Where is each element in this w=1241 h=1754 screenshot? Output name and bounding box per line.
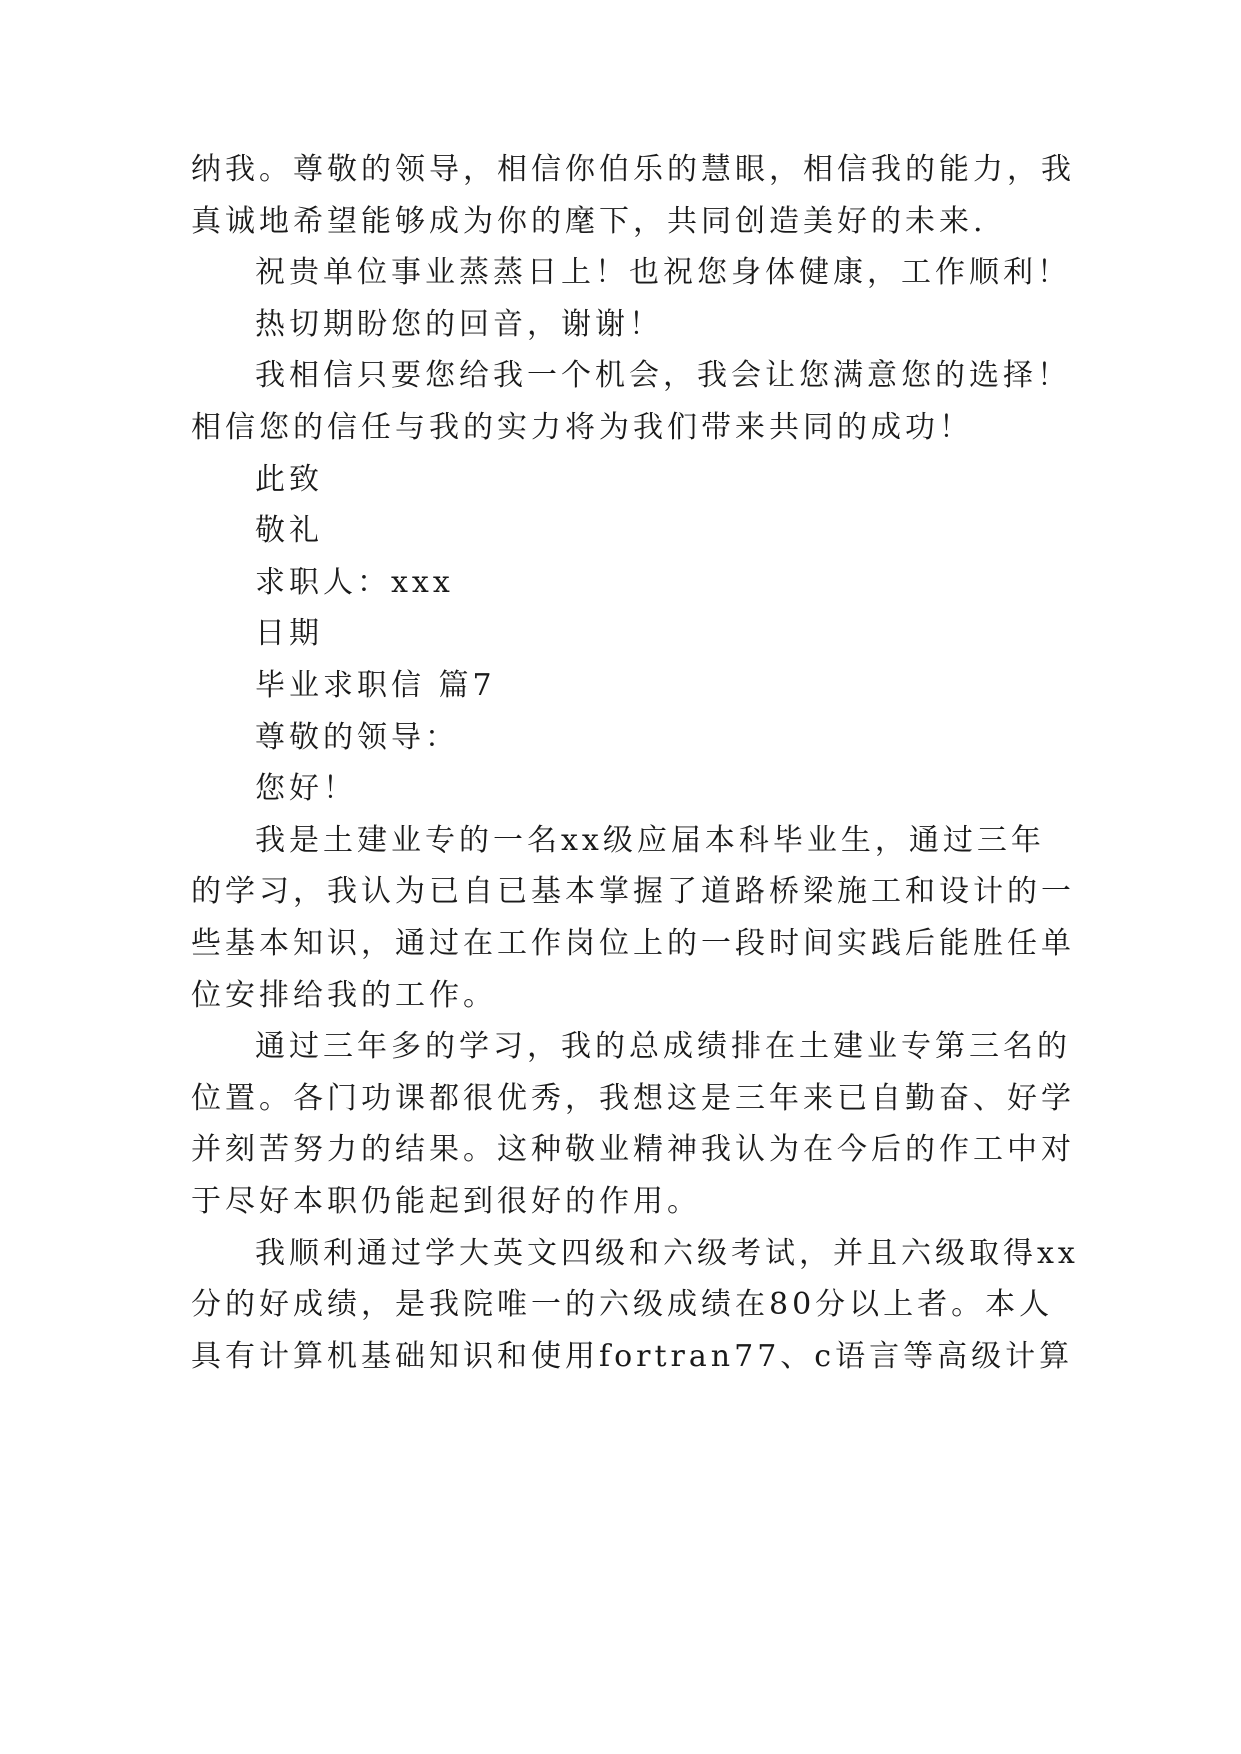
paragraph-line: 分的好成绩，是我院唯一的六级成绩在80分以上者。本人 xyxy=(191,1287,1054,1323)
paragraph-line: 的学习，我认为已自已基本掌握了道路桥梁施工和设计的一 xyxy=(191,874,1075,910)
paragraph-line-indented: 热切期盼您的回音，谢谢！ xyxy=(255,306,663,342)
paragraph-line-indented: 我是土建业专的一名xx级应届本科毕业生，通过三年 xyxy=(255,822,1045,858)
paragraph-line: 于尽好本职仍能起到很好的作用。 xyxy=(191,1184,701,1219)
paragraph-line: 位安排给我的工作。 xyxy=(191,977,497,1013)
paragraph-line: 相信您的信任与我的实力将为我们带来共同的成功！ xyxy=(191,410,973,445)
paragraph-line-indented: 我相信只要您给我一个机会，我会让您满意您的选择！ xyxy=(255,358,1071,394)
paragraph-line: 位置。各门功课都很优秀，我想这是三年来已自勤奋、好学 xyxy=(191,1080,1075,1116)
paragraph-line: 些基本知识，通过在工作岗位上的一段时间实践后能胜任单 xyxy=(191,926,1075,961)
paragraph-line-indented: 您好！ xyxy=(255,771,357,807)
paragraph-line-indented: 日期 xyxy=(255,616,323,652)
paragraph-line: 具有计算机基础知识和使用fortran77、c语言等高级计算 xyxy=(191,1338,1074,1374)
paragraph-line: 真诚地希望能够成为你的麾下，共同创造美好的未来. xyxy=(191,203,987,239)
paragraph-line-indented: 祝贵单位事业蒸蒸日上！也祝您身体健康，工作顺利！ xyxy=(255,255,1071,291)
paragraph-line-indented: 尊敬的领导： xyxy=(255,719,459,755)
paragraph-line: 纳我。尊敬的领导，相信你伯乐的慧眼，相信我的能力，我 xyxy=(191,152,1075,187)
paragraph-line-indented: 此致 xyxy=(255,461,323,497)
paragraph-line-indented: 我顺利通过学大英文四级和六级考试，并且六级取得xx xyxy=(255,1235,1079,1271)
paragraph-line: 并刻苦努力的结果。这种敬业精神我认为在今后的作工中对 xyxy=(191,1132,1075,1168)
paragraph-line-indented: 求职人：xxx xyxy=(255,564,454,600)
paragraph-line-indented: 毕业求职信 篇7 xyxy=(255,668,496,703)
paragraph-line-indented: 通过三年多的学习，我的总成绩排在土建业专第三名的 xyxy=(255,1029,1071,1065)
paragraph-line-indented: 敬礼 xyxy=(255,513,323,549)
